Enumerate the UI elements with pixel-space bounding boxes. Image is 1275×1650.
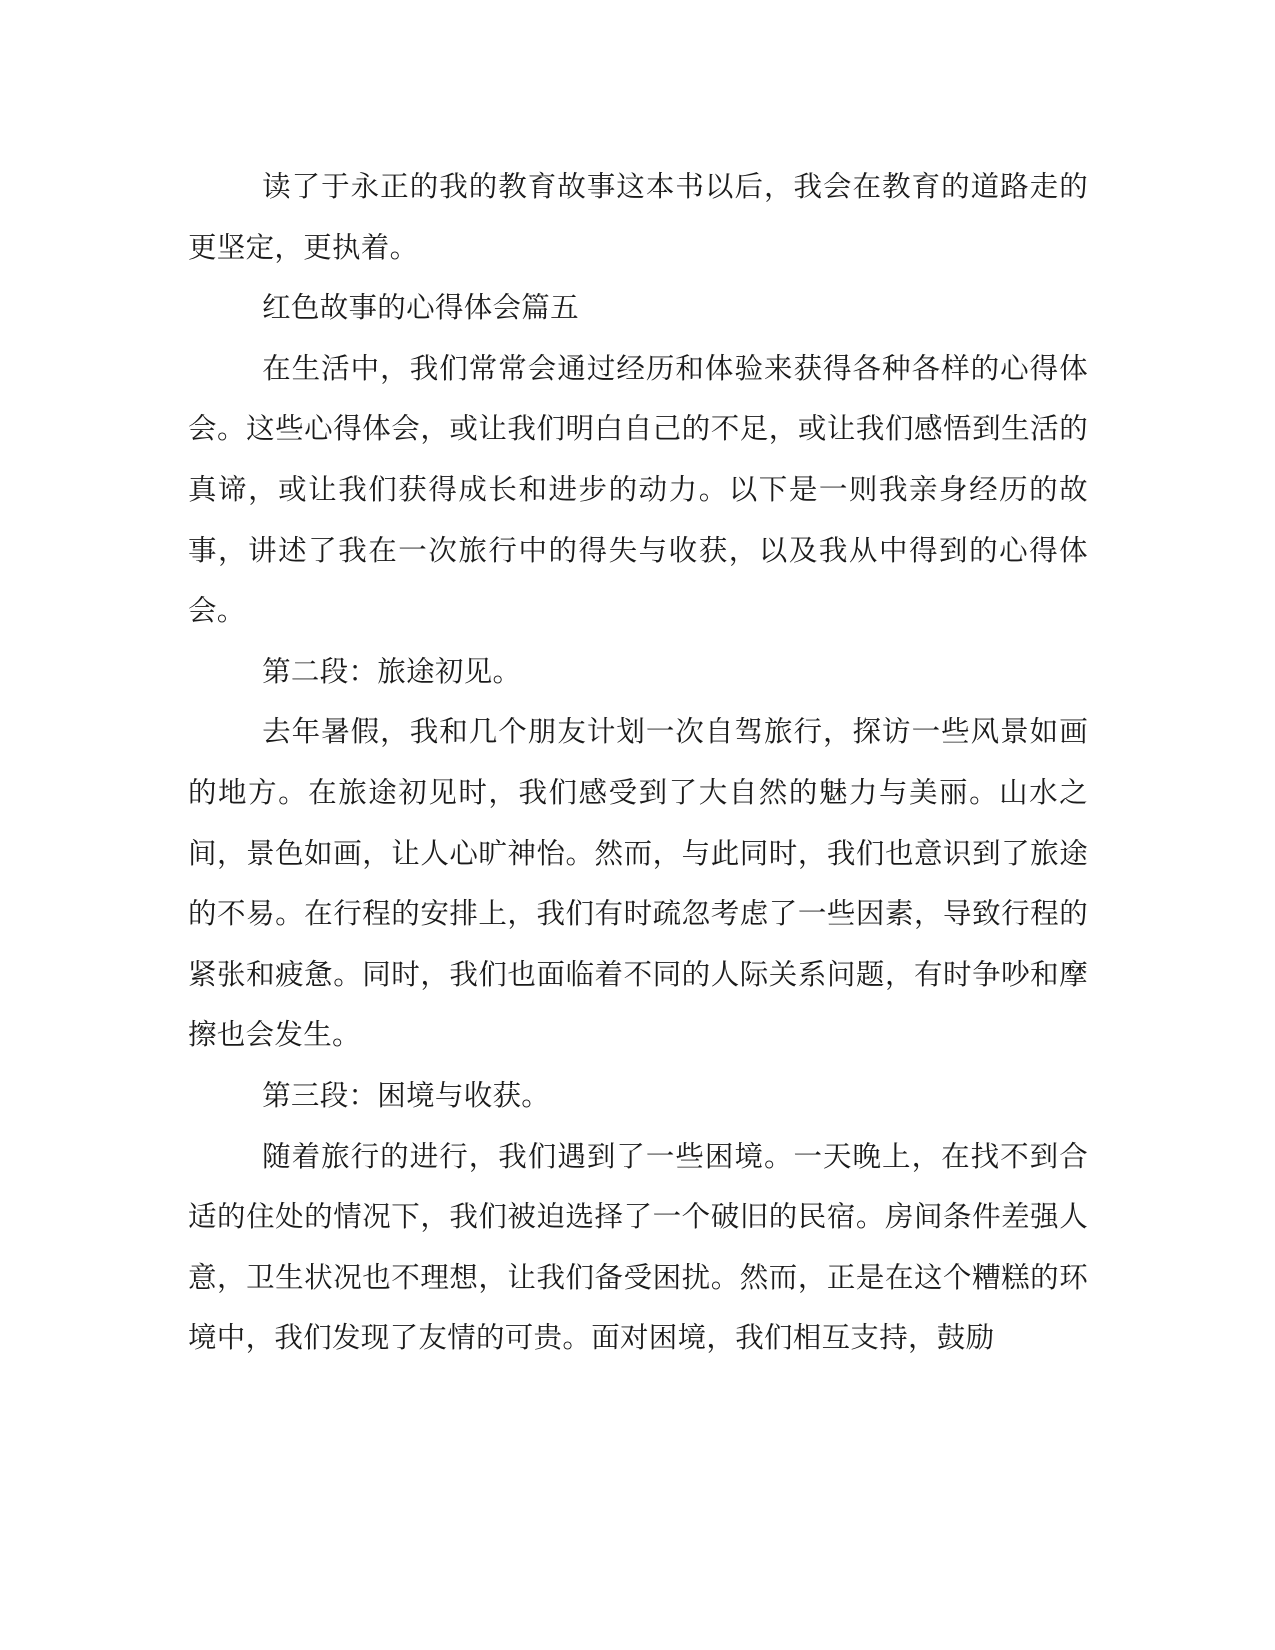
paragraph-difficulty: 随着旅行的进行，我们遇到了一些困境。一天晚上，在找不到合适的住处的情况下，我们被迫选择了一个破旧的民宿。房间条件差强人意，卫生状况也不理想，让我们备受困扰。然而，正是在这个糟糕的环境中，我们发现了友情的可贵。面对困境，我们相互支持，鼓励 (188, 1139, 1088, 1355)
heading-section-two: 第二段：旅途初见。 (262, 654, 522, 688)
paragraph-education-story: 读了于永正的我的教育故事这本书以后，我会在教育的道路走的更坚定，更执着。 (188, 170, 1088, 264)
heading-section-three: 第三段：困境与收获。 (262, 1078, 551, 1112)
heading-part-five: 红色故事的心得体会篇五 (262, 291, 579, 325)
document-body (188, 157, 1088, 1369)
paragraph-journey: 去年暑假，我和几个朋友计划一次自驾旅行，探访一些风景如画的地方。在旅途初见时，我们感受到了大自然的魅力与美丽。山水之间，景色如画，让人心旷神怡。然而，与此同时，我们也意识到了旅途的不易。在行程的安排上，我们有时疏忽考虑了一些因素，导致行程的紧张和疲惫。同时，我们也面临着不同的人际关系问题，有时争吵和摩擦也会发生。 (188, 715, 1088, 1052)
paragraph-intro: 在生活中，我们常常会通过经历和体验来获得各种各样的心得体会。这些心得体会，或让我们明白自己的不足，或让我们感悟到生活的真谛，或让我们获得成长和进步的动力。以下是一则我亲身经历的故事，讲述了我在一次旅行中的得失与收获，以及我从中得到的心得体会。 (188, 351, 1088, 628)
